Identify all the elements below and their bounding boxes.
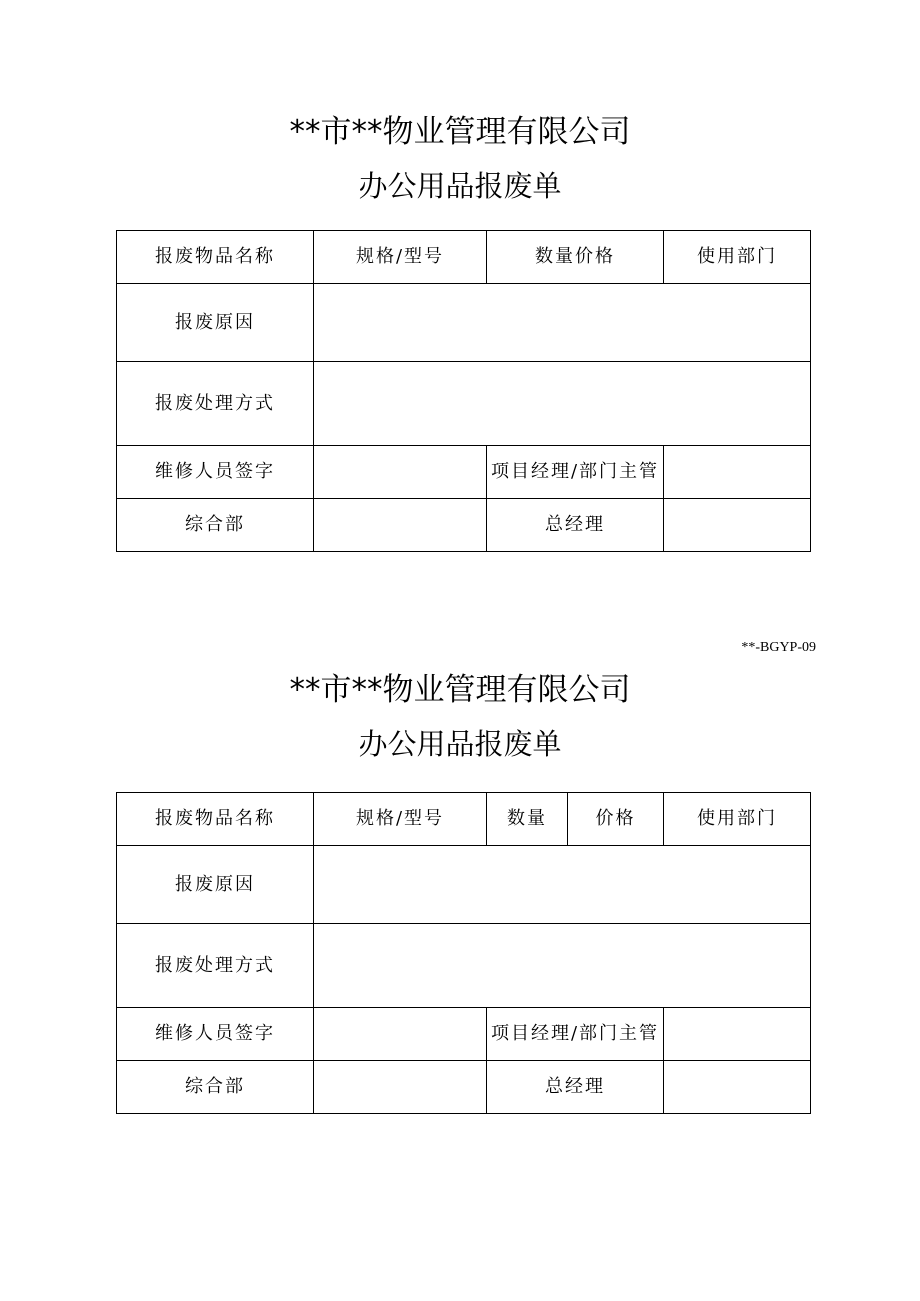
reason-field[interactable] — [314, 846, 811, 924]
general-manager-field[interactable] — [664, 1061, 811, 1114]
header-item-name: 报废物品名称 — [117, 231, 314, 284]
header-spec-model: 规格/型号 — [314, 231, 487, 284]
header-spec-model: 规格/型号 — [314, 793, 487, 846]
reason-label: 报废原因 — [117, 846, 314, 924]
disposal-row — [117, 362, 811, 446]
disposal-label: 报废处理方式 — [117, 924, 314, 1008]
company-title: **市**物业管理有限公司 — [289, 672, 631, 708]
repair-sign-label: 维修人员签字 — [117, 446, 314, 499]
disposal-row — [117, 924, 811, 1008]
approval-row — [117, 499, 811, 552]
signature-row — [117, 1008, 811, 1061]
header-row — [117, 231, 811, 284]
header-price: 价格 — [568, 793, 664, 846]
scrap-form-table — [116, 230, 811, 552]
general-dept-field[interactable] — [314, 499, 487, 552]
pm-supervisor-label: 项目经理/部门主管 — [487, 1008, 664, 1061]
signature-row — [117, 446, 811, 499]
disposal-field[interactable] — [314, 362, 811, 446]
disposal-label: 报废处理方式 — [117, 362, 314, 446]
form-code: **-BGYP-09 — [741, 640, 816, 655]
disposal-field[interactable] — [314, 924, 811, 1008]
general-manager-label: 总经理 — [487, 499, 664, 552]
approval-row — [117, 1061, 811, 1114]
repair-sign-field[interactable] — [314, 1008, 487, 1061]
form-title: 办公用品报废单 — [358, 727, 562, 761]
header-dept: 使用部门 — [664, 231, 811, 284]
general-dept-label: 综合部 — [117, 1061, 314, 1114]
header-qty: 数量 — [487, 793, 568, 846]
repair-sign-field[interactable] — [314, 446, 487, 499]
header-dept: 使用部门 — [664, 793, 811, 846]
reason-label: 报废原因 — [117, 284, 314, 362]
pm-supervisor-field[interactable] — [664, 446, 811, 499]
general-manager-label: 总经理 — [487, 1061, 664, 1114]
repair-sign-label: 维修人员签字 — [117, 1008, 314, 1061]
pm-supervisor-label: 项目经理/部门主管 — [487, 446, 664, 499]
pm-supervisor-field[interactable] — [664, 1008, 811, 1061]
general-manager-field[interactable] — [664, 499, 811, 552]
scrap-form-table — [116, 792, 811, 1114]
reason-field[interactable] — [314, 284, 811, 362]
form-title: 办公用品报废单 — [358, 169, 562, 203]
reason-row — [117, 846, 811, 924]
general-dept-label: 综合部 — [117, 499, 314, 552]
header-row — [117, 793, 811, 846]
company-title: **市**物业管理有限公司 — [289, 114, 631, 150]
header-qty-price: 数量价格 — [487, 231, 664, 284]
header-item-name: 报废物品名称 — [117, 793, 314, 846]
general-dept-field[interactable] — [314, 1061, 487, 1114]
reason-row — [117, 284, 811, 362]
